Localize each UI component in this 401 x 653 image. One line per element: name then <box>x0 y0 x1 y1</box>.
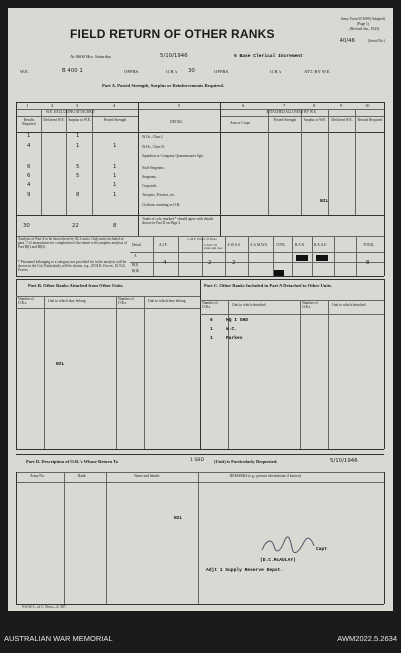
col-header: Surplus to W.E. <box>68 118 91 122</box>
army-form-label: Army Form W.3009 (Adapted) <box>340 17 385 21</box>
serial-label: (Serial No.) <box>368 39 385 43</box>
col-num: 4 <box>113 103 116 108</box>
ors2-label: O.R.'s <box>270 69 282 74</box>
signatory-rank: Capt <box>316 547 328 552</box>
analysis-col: TOTAL <box>363 243 375 247</box>
redaction-block <box>296 255 308 261</box>
archive-caption-bar <box>0 611 401 653</box>
detail-row: Staff Sergeants. <box>142 166 165 170</box>
part-c-unit: W.C. <box>226 327 238 332</box>
analysis-col: CIVIL <box>276 243 286 247</box>
col3-total: 22 <box>72 223 79 229</box>
col-header: Deficient W.E. <box>331 118 353 122</box>
revised-label: (Revised Jan., 1943) <box>349 27 379 31</box>
detail-row: Squadron or Company Quartermaster Sgts. <box>142 154 204 158</box>
col-header: Unit to which detached <box>232 303 266 307</box>
cell-value: 1 <box>76 143 80 149</box>
analysis-col: Detail <box>132 243 141 247</box>
cell-value: 6 <box>27 173 31 179</box>
ors-label: O.R.'s <box>166 69 178 74</box>
analysis-col: A.A.M.W.S. <box>250 243 268 247</box>
part-d-nil: NIL <box>174 516 183 521</box>
cell-value: 1 <box>113 192 117 198</box>
part-c-unit: HQ I SHD <box>226 318 249 323</box>
cell-value: 1 <box>27 133 31 139</box>
detail-row: Civilians counting as O.R. <box>142 203 181 207</box>
col-header: Deficient W.E. <box>43 118 65 122</box>
col4-total: 8 <box>113 223 117 229</box>
cell-value: 4 <box>27 143 31 149</box>
col-header: Number of O.R.s. <box>118 297 134 305</box>
detail-row: W.Os., Class I. <box>142 135 164 139</box>
personnel-note: * Personnel belonging to a category not provided for in the analysis will be shown in the Col. Particularly will be shown, e.g., 29 H.K. Forces, 10 N.Z. Forces. <box>18 260 127 272</box>
cell-value: 5 <box>76 173 80 179</box>
col-header: Rank <box>78 474 86 478</box>
analysis-row: B(II) <box>132 269 140 273</box>
cell-value: 1 <box>113 143 117 149</box>
serial-value: 40/46 <box>339 38 355 44</box>
detail-row: Troopers, Privates, etc. <box>142 193 176 197</box>
part-b-nil: NIL <box>56 362 65 367</box>
offrs-label: OFFRS. <box>124 69 140 74</box>
part-c-num: 1 <box>210 327 213 332</box>
col1-total: 30 <box>23 223 30 229</box>
cell-value: 1 <box>113 182 117 188</box>
part-d-title2: (Unit) is Particularly Requested. <box>214 459 278 464</box>
caption-left: AUSTRALIAN WAR MEMORIAL <box>4 634 113 643</box>
analysis-note: Analysis of Part A to be shown here by ALL units. Only units included in para. 7 of instructions for completion of the return will complete analysis of Part B(I) and B(II). <box>18 237 128 249</box>
detail-row: Sergeants. <box>142 175 157 179</box>
caption-right: AWM2022.5.2634 <box>337 634 397 643</box>
return-date: 5/10/1946 <box>160 53 188 59</box>
signatory-title: Adjt 1 Supply Reserve Depot. <box>206 568 284 573</box>
signatory-name: (D.C.McAULAY) <box>260 558 296 563</box>
col-header: Unit to which detached <box>332 303 366 307</box>
detail-header: DETAIL <box>170 120 183 124</box>
analysis-total: 8 <box>366 260 370 266</box>
cell-value: 8 <box>76 192 80 198</box>
unit-name: 6 Base Clerical Increment <box>234 54 303 59</box>
cell-value: 1 <box>76 133 80 139</box>
page-label: (Page 1) <box>356 22 369 26</box>
cell-value: 1 <box>113 173 117 179</box>
form-title: FIELD RETURN OF OTHER RANKS <box>70 27 275 41</box>
field-return-form <box>8 8 393 611</box>
analysis-value: 2 <box>232 260 236 266</box>
col-num: 2 <box>51 103 54 108</box>
col-num: 10 <box>365 103 370 108</box>
analysis-row: B(I) <box>132 263 138 267</box>
we-excluding-header: W.E. EXCLUDING ATTACHED <box>46 110 95 114</box>
col-header: REMARKS (e.g., present whereabouts if known) <box>230 474 301 478</box>
col-header: Unit to which they belong <box>148 299 186 303</box>
offrs2-label: OFFRS. <box>214 69 230 74</box>
col-header: Posted Strength <box>103 118 127 122</box>
col-num: 5 <box>178 103 181 108</box>
col-header: Number of O.R.s. <box>202 301 218 309</box>
analysis-col: C.M.F. 19 years and over <box>204 243 223 251</box>
analysis-col: R.A.A.F. <box>314 243 327 247</box>
part-a-title: Part A. Posted Strength, Surplus or Reinforcements Required. <box>102 83 224 88</box>
col-header: Arm or Corps <box>230 121 250 125</box>
col-header: Results Required <box>357 118 383 122</box>
analysis-col: R.A.N. <box>295 243 306 247</box>
col-num: 7 <box>283 103 286 108</box>
col-header: Number of O.R.s. <box>302 301 318 309</box>
part-c-title: Part C. Other Ranks Included in Part A Detached to Other Units. <box>204 283 333 288</box>
part-c-unit: Parkes <box>226 336 243 341</box>
part-c-num: 1 <box>210 336 213 341</box>
detail-row: W.Os., Class II. <box>142 145 165 149</box>
col-header: Posted Strength <box>273 118 297 122</box>
cell-value: 9 <box>27 192 31 198</box>
analysis-value: 4 <box>163 260 167 266</box>
col-header: Number of O.R.s. <box>18 297 34 305</box>
part-d-title: Part D. Description of O.R.'s Whose Return To <box>26 459 119 464</box>
analysis-col: A.W.A.S. <box>227 243 241 247</box>
col-num: 1 <box>26 103 29 108</box>
att-label: ATT. BY W.E. <box>304 69 331 74</box>
analysis-col: C.M.F. Under 19 Years <box>187 237 217 241</box>
printer-imprint: N.S.W. L. of C. Press—S. 307. <box>22 605 67 609</box>
part-d-date: 5/10/1946 <box>330 458 358 464</box>
col-header: Unit to which they belong <box>48 299 86 303</box>
totals-label: Totals of cols. marked * should agree with details shown in Part D on Page 2 <box>142 217 214 225</box>
part-c-num: 6 <box>210 318 213 323</box>
we-value: B 400 1 <box>62 68 83 74</box>
analysis-col: A.I.F. <box>159 243 168 247</box>
col-num: 3 <box>76 103 79 108</box>
col-num: 8 <box>313 103 316 108</box>
col-header: Army No. <box>30 474 45 478</box>
cell-value: 4 <box>27 182 31 188</box>
attached-header: ATTACHED ALLOWED BY W.E. <box>266 110 317 114</box>
ors-value: 30 <box>188 68 195 74</box>
nil-attached: NIL <box>320 199 329 204</box>
part-b-title: Part B. Other Ranks Attached from Other Units. <box>28 283 124 288</box>
cell-value: 6 <box>27 164 31 170</box>
cell-value: 5 <box>76 164 80 170</box>
redaction-block <box>316 255 328 261</box>
we-label: W.E. <box>20 69 30 74</box>
col-header: Name and Initials <box>134 474 160 478</box>
col-header: Results Required <box>22 118 36 126</box>
part-d-unit: 1 SBD <box>190 458 204 463</box>
detail-row: Corporals. <box>142 184 158 188</box>
col-num: 9 <box>340 103 343 108</box>
col-header: Surplus to W.E. <box>303 118 327 122</box>
col-num: 6 <box>242 103 245 108</box>
analysis-value: 2 <box>208 260 212 266</box>
redaction-block <box>274 270 284 276</box>
unit-line-label: At 0600 Hrs. Saturday <box>70 54 112 59</box>
cell-value: 1 <box>113 164 117 170</box>
signature-scribble <box>258 536 318 554</box>
analysis-row: A <box>134 254 137 258</box>
